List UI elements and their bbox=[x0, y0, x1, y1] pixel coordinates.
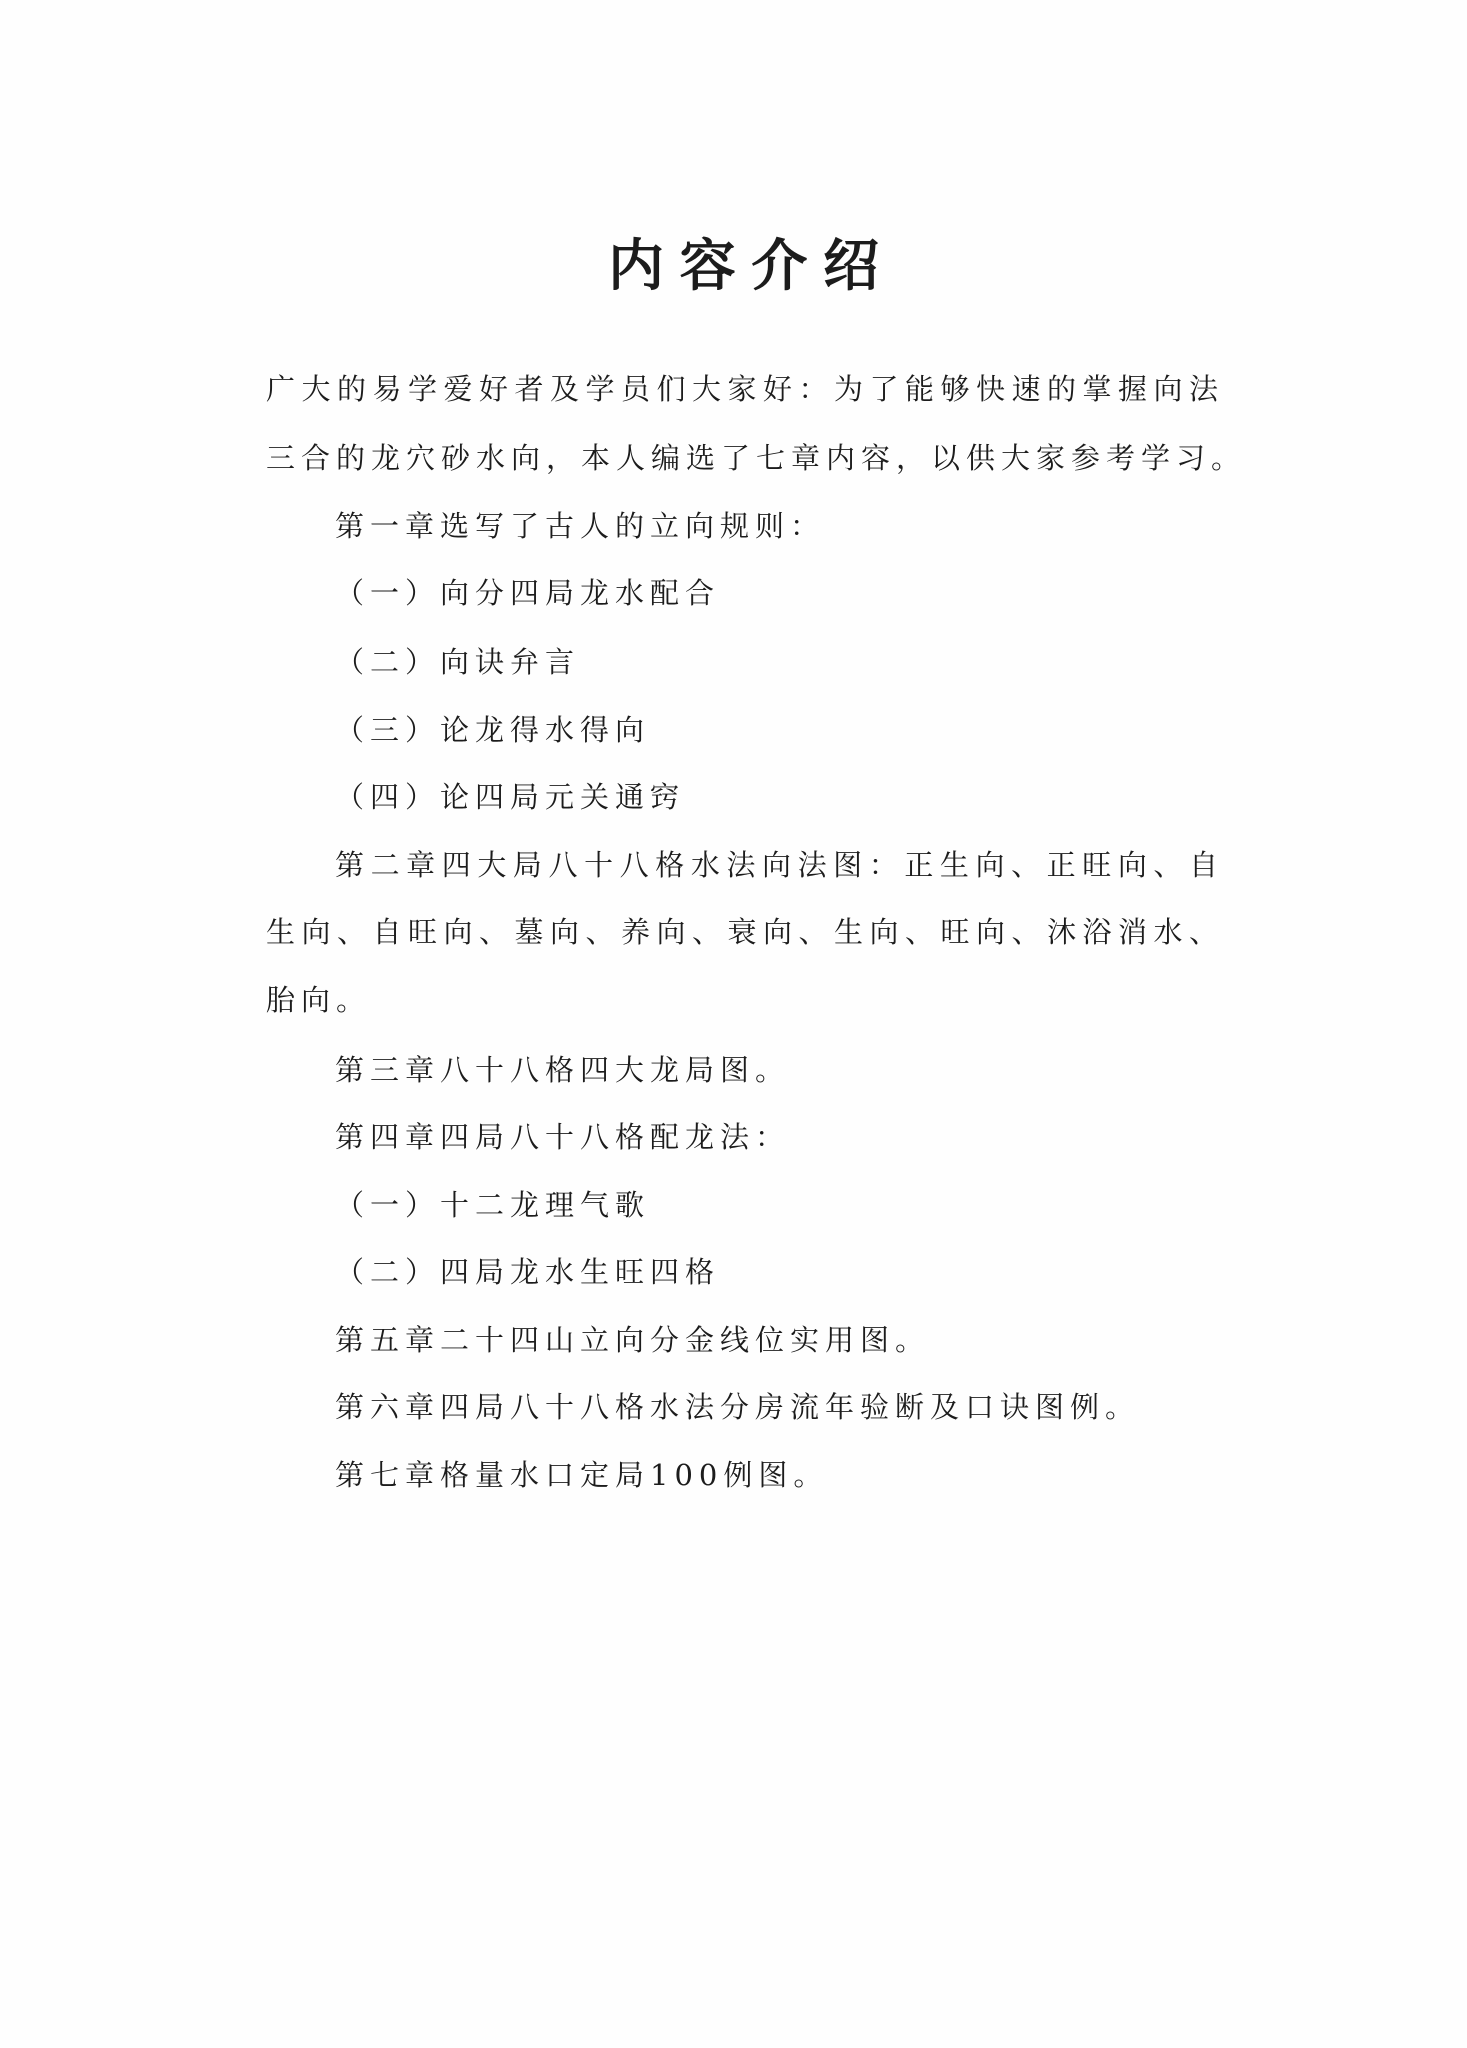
chapter-line: 第五章二十四山立向分金线位实用图。 bbox=[335, 1323, 931, 1357]
intro-paragraph-line: 三合的龙穴砂水向，本人编选了七章内容，以供大家参考学习。 bbox=[266, 441, 1247, 475]
section-item: （一）十二龙理气歌 bbox=[335, 1188, 651, 1222]
chapter-line: 第一章选写了古人的立向规则： bbox=[335, 509, 826, 543]
page-title: 内容介绍 bbox=[608, 233, 883, 299]
chapter-line-continued: 生向、自旺向、墓向、养向、衰向、生向、旺向、沐浴消水、 bbox=[266, 915, 1220, 949]
intro-paragraph-line: 广大的易学爱好者及学员们大家好：为了能够快速的掌握向法 bbox=[266, 372, 1220, 406]
chapter-line: 第二章四大局八十八格水法向法图：正生向、正旺向、自 bbox=[335, 848, 1220, 882]
chapter-line-continued: 胎向。 bbox=[266, 983, 372, 1017]
section-item: （二）四局龙水生旺四格 bbox=[335, 1255, 721, 1289]
section-item: （一）向分四局龙水配合 bbox=[335, 576, 721, 610]
chapter-line: 第四章四局八十八格配龙法： bbox=[335, 1120, 791, 1154]
section-item: （四）论四局元关通窍 bbox=[335, 780, 686, 814]
chapter-line: 第七章格量水口定局100例图。 bbox=[335, 1458, 829, 1492]
chapter-line: 第三章八十八格四大龙局图。 bbox=[335, 1053, 791, 1087]
section-item: （三）论龙得水得向 bbox=[335, 713, 651, 747]
section-item: （二）向诀弁言 bbox=[335, 645, 581, 679]
chapter-line: 第六章四局八十八格水法分房流年验断及口诀图例。 bbox=[335, 1390, 1141, 1424]
